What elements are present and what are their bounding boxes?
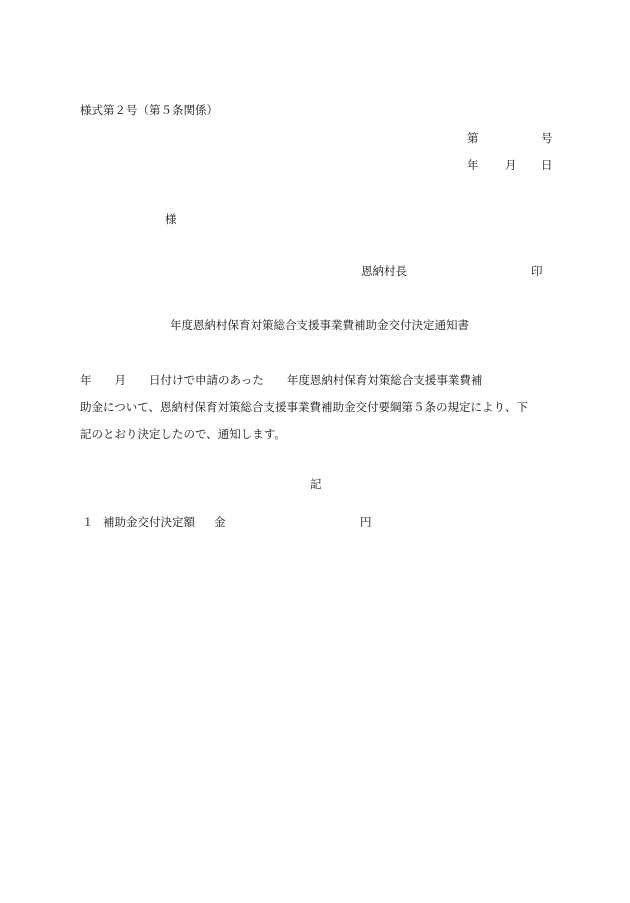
document-number-prefix: 第: [467, 131, 479, 145]
amount-unit: 円: [360, 515, 372, 529]
item-label: 補助金交付決定額: [103, 515, 195, 529]
recipient-honorific: 様: [165, 212, 177, 226]
form-label: 様式第２号（第５条関係）: [80, 103, 218, 117]
date-day-label: 日: [541, 158, 553, 172]
body-text-line: 年 月 日付けで申請のあった 年度恩納村保育対策総合支援事業費補: [80, 373, 483, 387]
issuer-title: 恩納村長: [361, 264, 407, 278]
ki-heading: 記: [310, 477, 322, 491]
body-text-line: 助金について、恩納村保育対策総合支援事業費補助金交付要綱第５条の規定により、下: [80, 400, 529, 414]
date-year-label: 年: [467, 158, 479, 172]
amount-prefix: 金: [214, 515, 226, 529]
document-title: 年度恩納村保育対策総合支援事業費補助金交付決定通知書: [170, 318, 469, 332]
body-text-line: 記のとおり決定したので、通知します。: [80, 427, 286, 441]
item-number: １: [82, 515, 94, 529]
document-number-suffix: 号: [541, 131, 553, 145]
issuer-seal-mark: 印: [531, 264, 543, 278]
date-month-label: 月: [505, 158, 517, 172]
